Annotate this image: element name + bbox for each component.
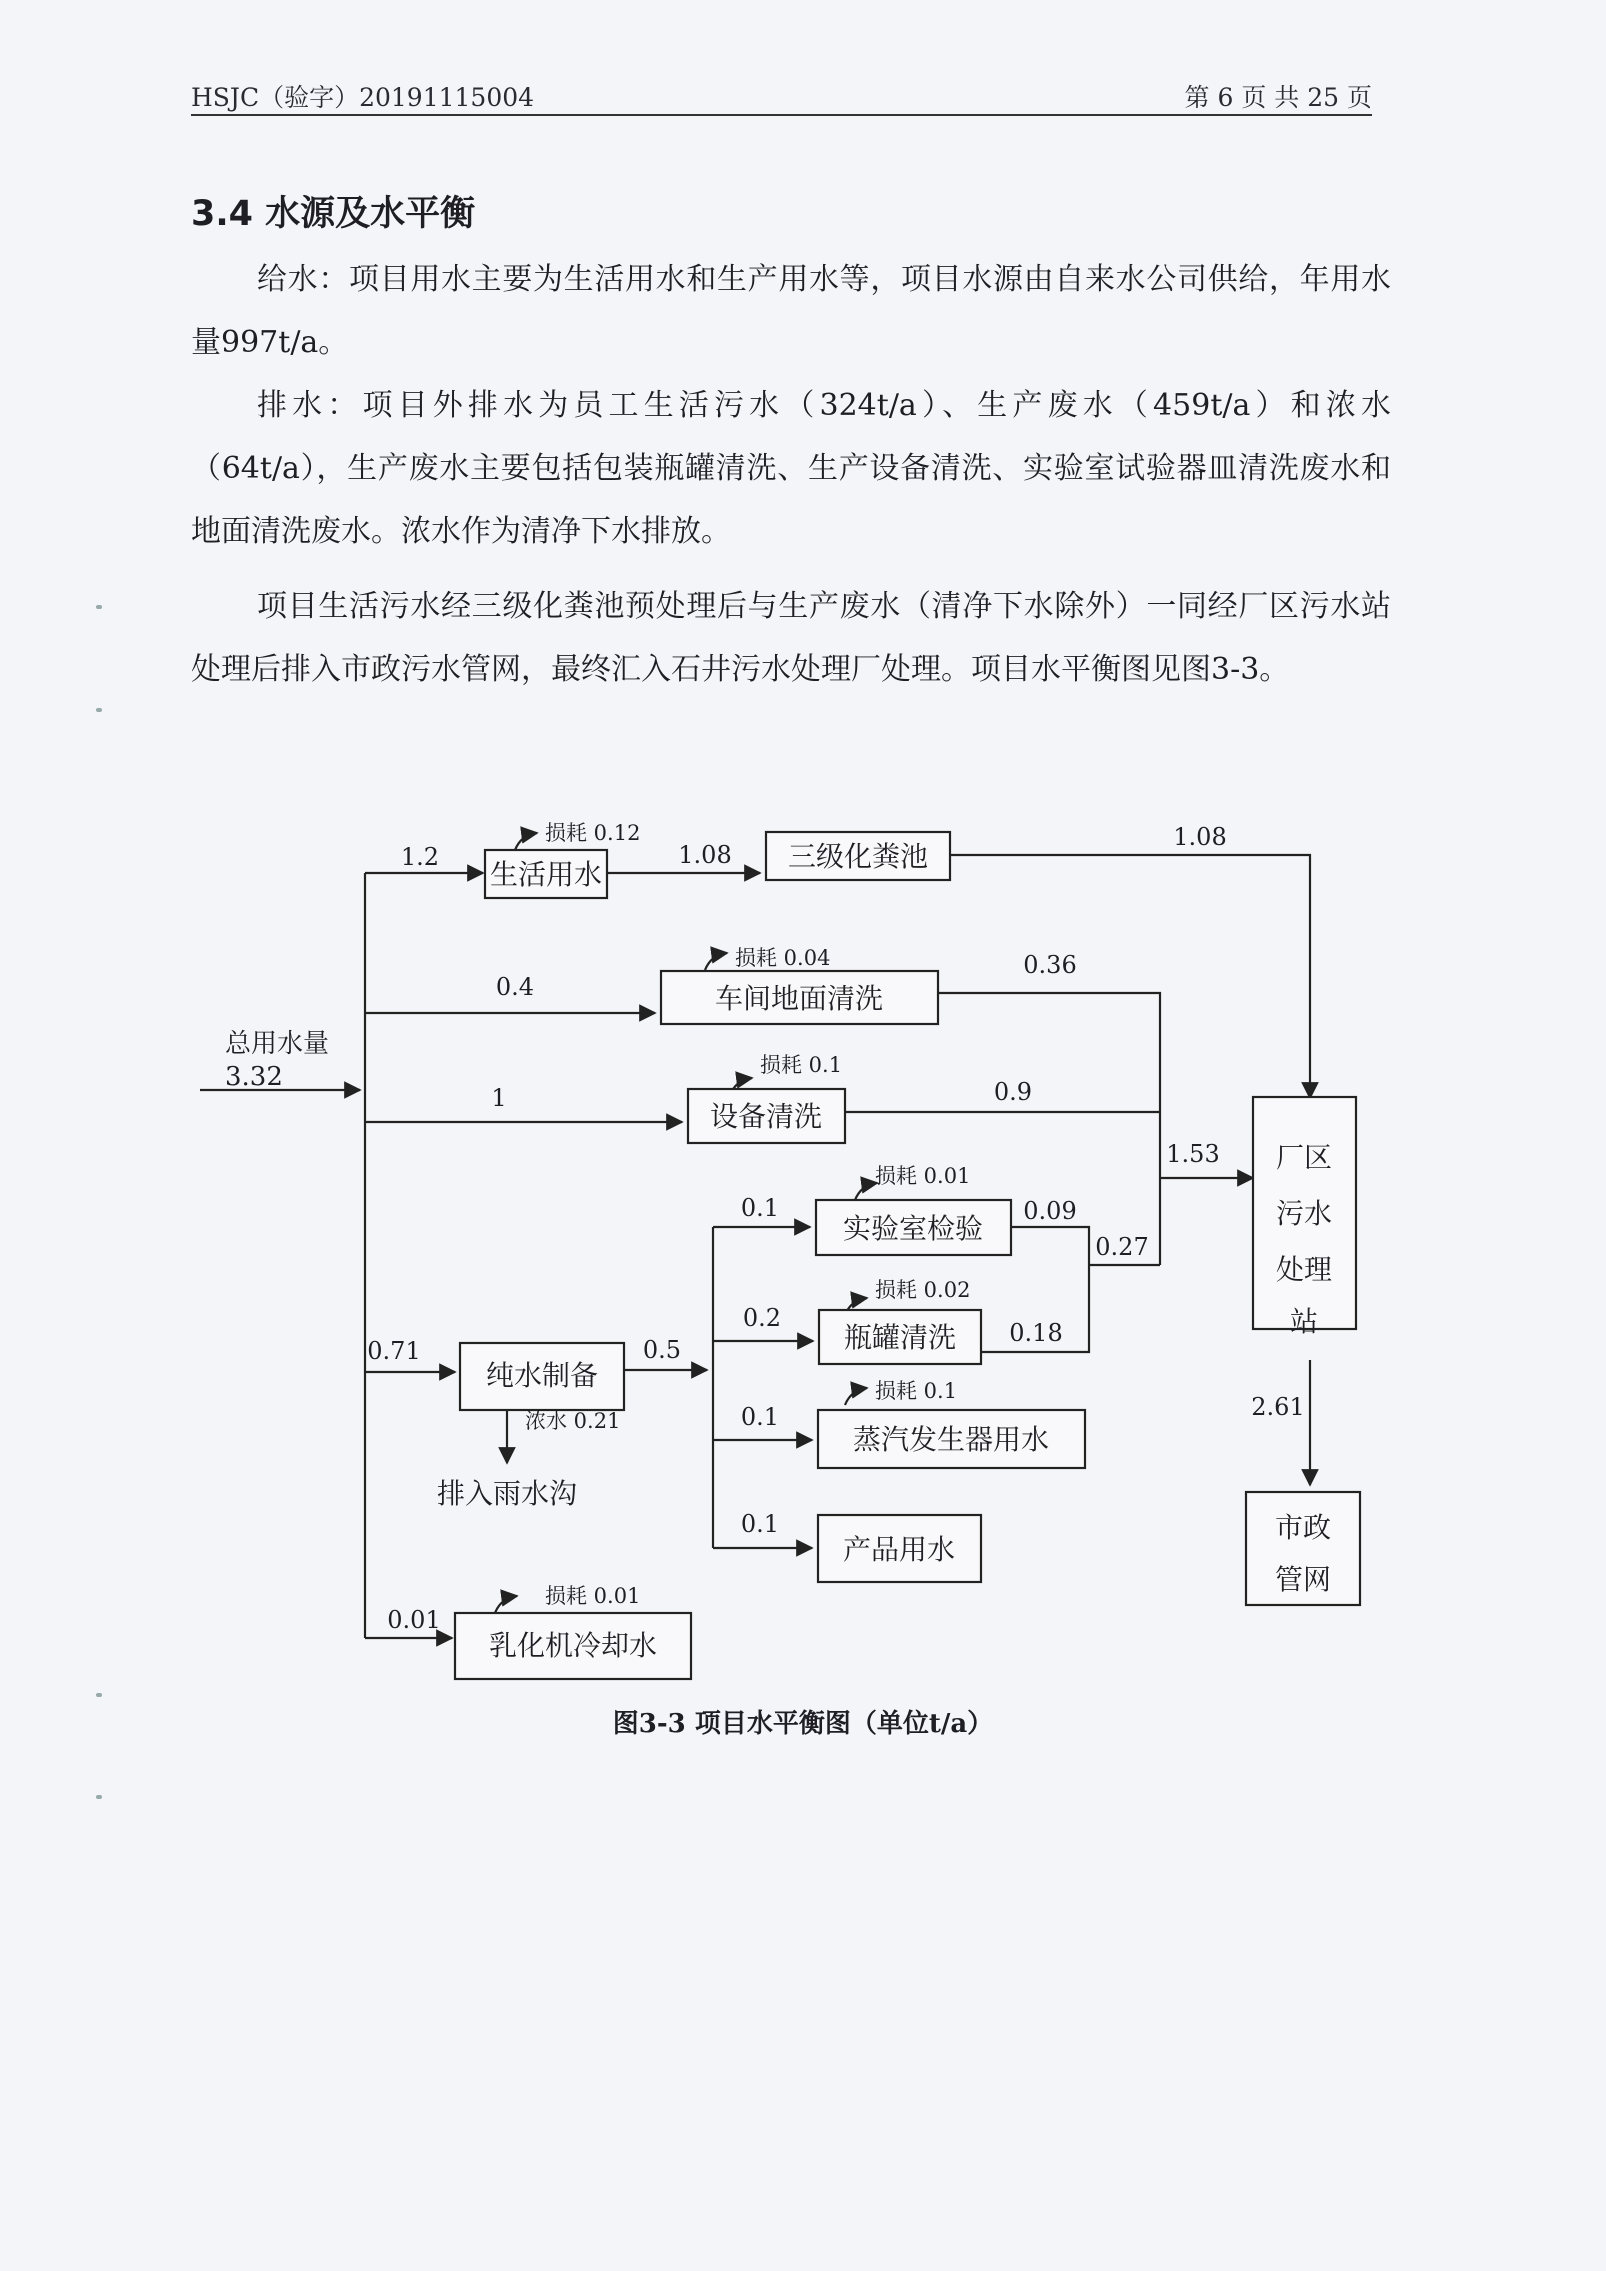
loss-domestic: 损耗 0.12	[545, 821, 641, 845]
flow-merged-to-wwtp: 1.53	[1166, 1140, 1220, 1168]
flow-to-pure-water: 0.71	[367, 1337, 421, 1365]
flow-to-domestic: 1.2	[400, 843, 440, 871]
document-number: HSJC（验字）20191115004	[191, 83, 535, 112]
paragraph-treatment: 项目生活污水经三级化粪池预处理后与生产废水（清净下水除外）一同经厂区污水站处理后排入市政污水管网，最终汇入石井污水处理厂处理。项目水平衡图见图3-3。	[191, 589, 1391, 687]
section-title: 3.4 水源及水平衡	[191, 194, 476, 234]
loss-floor: 损耗 0.04	[735, 946, 831, 970]
flow-to-product: 0.1	[740, 1510, 780, 1538]
loss-emulsifier: 损耗 0.01	[545, 1584, 641, 1608]
flow-to-emulsifier: 0.01	[387, 1606, 441, 1634]
flow-bottle-out: 0.18	[1009, 1319, 1063, 1347]
flow-wwtp-to-municipal: 2.61	[1251, 1393, 1305, 1421]
loss-bottle: 损耗 0.02	[875, 1278, 971, 1302]
scan-artifact	[96, 605, 102, 609]
flow-to-lab: 0.1	[740, 1194, 780, 1222]
label-wwtp-2: 污水	[1275, 1197, 1333, 1230]
flow-lab-bottle-merge: 0.27	[1095, 1233, 1149, 1261]
label-septic-tank: 三级化粪池	[787, 840, 929, 873]
flow-domestic-to-septic: 1.08	[678, 841, 732, 869]
scan-artifact	[96, 1693, 102, 1697]
flow-septic-to-wwtp: 1.08	[1173, 823, 1227, 851]
label-wwtp-3: 处理	[1275, 1253, 1333, 1286]
flow-to-bottle: 0.2	[742, 1304, 782, 1332]
label-product-water: 产品用水	[842, 1533, 956, 1566]
flow-to-equipment: 1	[491, 1084, 507, 1112]
loss-equipment: 损耗 0.1	[760, 1053, 843, 1077]
header-divider	[191, 114, 1372, 116]
flow-to-steam: 0.1	[740, 1403, 780, 1431]
label-steam-generator: 蒸汽发生器用水	[852, 1423, 1050, 1456]
label-municipal-2: 管网	[1274, 1563, 1332, 1596]
label-wwtp-4: 站	[1289, 1305, 1319, 1338]
loss-steam: 损耗 0.1	[875, 1379, 958, 1403]
label-lab-testing: 实验室检验	[842, 1212, 984, 1245]
label-wwtp-1: 厂区	[1275, 1141, 1333, 1174]
loss-concentrate: 浓水 0.21	[525, 1409, 621, 1433]
label-equipment-cleaning: 设备清洗	[709, 1100, 823, 1133]
flow-lab-out: 0.09	[1023, 1197, 1077, 1225]
flow-to-floor: 0.4	[495, 973, 535, 1001]
label-rain-ditch: 排入雨水沟	[436, 1477, 578, 1510]
loss-lab: 损耗 0.01	[875, 1164, 971, 1188]
label-pure-water: 纯水制备	[485, 1359, 599, 1392]
flow-floor-out: 0.36	[1023, 951, 1077, 979]
figure-caption: 图3-3 项目水平衡图（单位t/a）	[612, 1709, 994, 1739]
label-emulsifier-cooling: 乳化机冷却水	[488, 1629, 658, 1662]
label-municipal-1: 市政	[1274, 1511, 1332, 1544]
paragraph-drainage: 排水：项目外排水为员工生活污水（324t/a）、生产废水（459t/a）和浓水（64t/a），生产废水主要包括包装瓶罐清洗、生产设备清洗、实验室试验器皿清洗废水和地面清洗废水。浓水作为清净下水排放。	[191, 388, 1391, 549]
label-bottle-cleaning: 瓶罐清洗	[843, 1321, 957, 1354]
label-total-water: 总用水量	[225, 1029, 330, 1059]
flow-equipment-out: 0.9	[993, 1078, 1033, 1106]
paragraph-water-supply: 给水：项目用水主要为生活用水和生产用水等，项目水源由自来水公司供给，年用水量997t/a。	[191, 262, 1391, 360]
water-balance-diagram	[185, 795, 1385, 1699]
page-info: 第 6 页 共 25 页	[1184, 83, 1372, 112]
label-domestic-water: 生活用水	[489, 858, 603, 891]
scan-artifact	[96, 1795, 102, 1799]
label-total-water-value: 3.32	[225, 1062, 283, 1092]
scan-artifact	[96, 708, 102, 712]
flow-pure-water-out: 0.5	[642, 1336, 682, 1364]
label-floor-cleaning: 车间地面清洗	[714, 982, 884, 1015]
